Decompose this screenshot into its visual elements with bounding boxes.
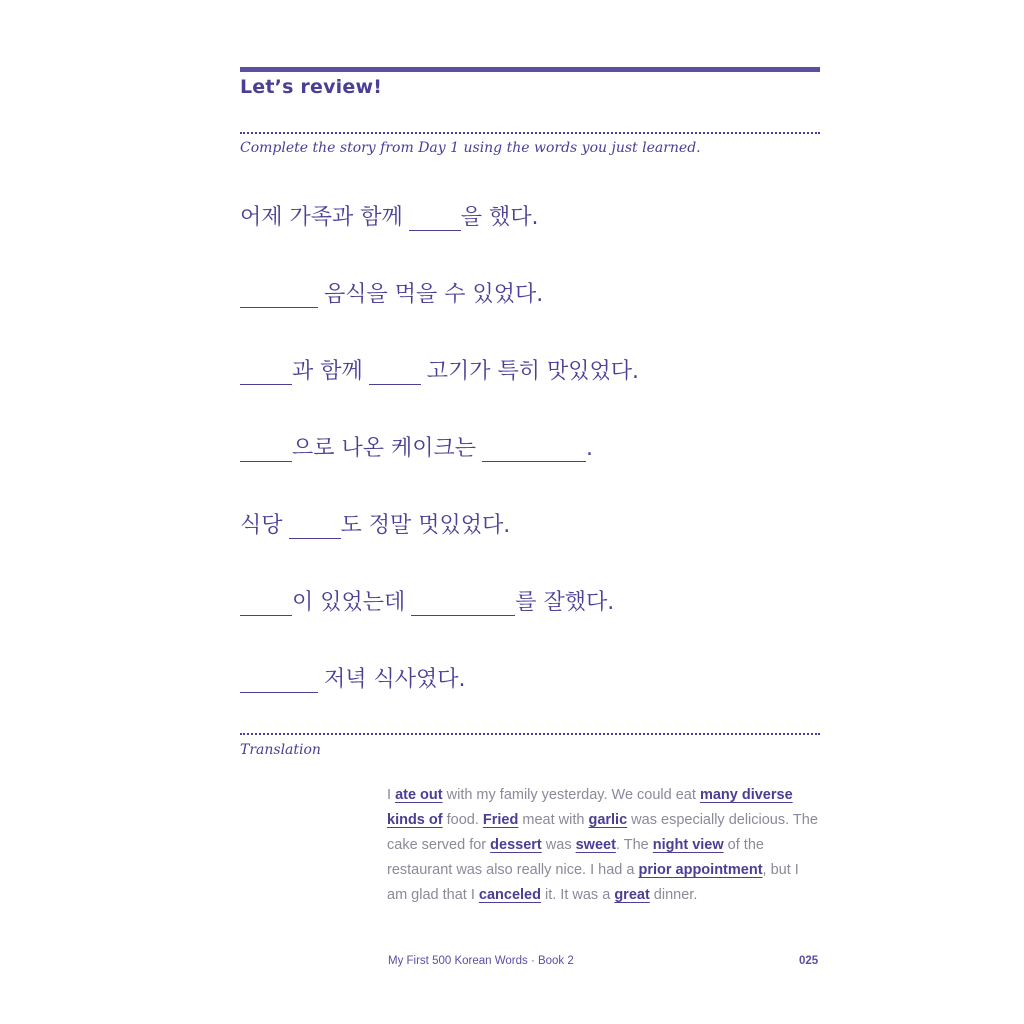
sentence-text: 을 했다.: [460, 205, 539, 230]
keyword-canceled: canceled: [478, 887, 541, 903]
translation-text: dinner.: [649, 887, 698, 903]
translation-paragraph: [387, 783, 822, 908]
exercise-sentence-7: [240, 665, 466, 695]
keyword-ate-out: ate out: [395, 787, 443, 803]
keyword-prior-appointment: prior appointment: [638, 862, 763, 878]
sentence-text: .: [586, 436, 594, 461]
instruction-text: Complete the story from Day 1 using the words you just learned.: [240, 140, 701, 156]
keyword-sweet: sweet: [575, 837, 616, 853]
dotted-divider-top: [240, 132, 820, 134]
exercise-sentence-6: [240, 588, 614, 618]
translation-text: was especially delicious. The cake served for: [387, 812, 818, 853]
exercise-sentence-5: [240, 511, 510, 541]
top-rule: [240, 67, 820, 72]
blank-field[interactable]: [409, 208, 461, 231]
blank-field[interactable]: [369, 362, 421, 385]
translation-text: was: [541, 837, 576, 853]
sentence-text: 저녁 식사였다.: [324, 667, 466, 692]
blank-field[interactable]: [240, 439, 292, 462]
keyword-night-view: night view: [652, 837, 724, 853]
translation-text: with my family yesterday. We could eat: [442, 787, 700, 803]
dotted-divider-bottom: [240, 733, 820, 735]
sentence-text: 으로 나온 케이크는: [292, 436, 477, 461]
exercise-sentence-3: [240, 357, 639, 387]
section-title: Let’s review!: [240, 76, 383, 98]
translation-label: Translation: [240, 742, 321, 758]
footer-book-title: My First 500 Korean Words · Book 2: [388, 955, 574, 967]
blank-field[interactable]: [240, 362, 292, 385]
exercise-sentence-4: [240, 434, 593, 464]
translation-text: . The: [615, 837, 653, 853]
translation-text: of the restaurant was also really nice. I had a: [387, 837, 764, 878]
exercise-sentence-2: [240, 280, 543, 310]
keyword-garlic: garlic: [588, 812, 628, 828]
sentence-text: 도 정말 멋있었다.: [340, 513, 511, 538]
translation-text: meat with: [518, 812, 589, 828]
exercise-sentence-1: [240, 203, 539, 233]
translation-text: it. It was a: [540, 887, 615, 903]
blank-field[interactable]: [411, 593, 515, 616]
blank-field[interactable]: [240, 670, 318, 693]
sentence-text: 식당: [240, 513, 283, 538]
keyword-dessert: dessert: [490, 837, 542, 853]
blank-field[interactable]: [482, 439, 586, 462]
sentence-text: 음식을 먹을 수 있었다.: [324, 282, 544, 307]
blank-field[interactable]: [240, 593, 292, 616]
keyword-many-diverse-kinds-of: many diverse kinds of: [387, 787, 793, 828]
sentence-text: 어제 가족과 함께: [240, 205, 403, 230]
blank-field[interactable]: [240, 285, 318, 308]
translation-text: I: [387, 787, 396, 803]
blank-field[interactable]: [289, 516, 341, 539]
sentence-text: 를 잘했다.: [515, 590, 615, 615]
sentence-text: 고기가 특히 맛있었다.: [426, 359, 639, 384]
keyword-fried: Fried: [482, 812, 519, 828]
translation-text: , but I am glad that I: [387, 862, 799, 903]
keyword-great: great: [614, 887, 650, 903]
page-number: 025: [799, 955, 819, 967]
translation-text: food.: [442, 812, 483, 828]
sentence-text: 과 함께: [292, 359, 363, 384]
sentence-text: 이 있었는데: [292, 590, 406, 615]
